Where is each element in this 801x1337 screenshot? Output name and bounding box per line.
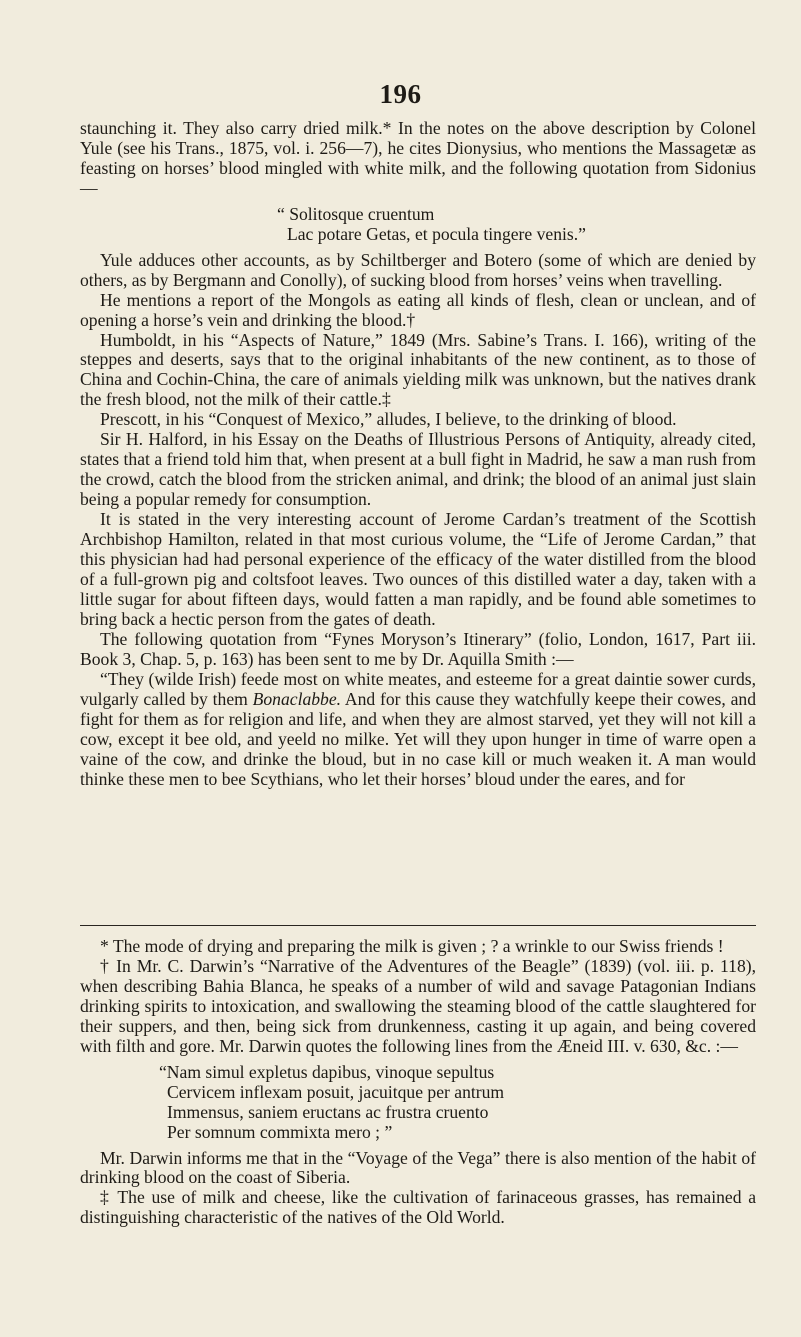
italic-term: Bonaclabbe. (252, 688, 342, 709)
verse-line: “ Solitosque cruentum (277, 203, 435, 224)
footnote-dagger-continued: Mr. Darwin informs me that in the “Voyage of the Vega” there is also mention of the habit of drinking blood on the coast of Siberia. (80, 1147, 756, 1188)
verse-line: Lac potare Getas, et pocula tingere venis.” (287, 223, 586, 244)
paragraph: Humboldt, in his “Aspects of Nature,” 1849 (Mrs. Sabine’s Trans. I. 166), writing of the steppes and deserts, says that to the original inhabitants of the new continent, as to those of China and Cochin-China, the care of animals yielding milk was unknown, but the natives drank the fresh blood, not the milk of their cattle.‡ (80, 329, 756, 410)
paragraph: He mentions a report of the Mongols as eating all kinds of flesh, clean or unclean, and of opening a horse’s vein and drinking the blood.† (80, 289, 756, 330)
footnote-dagger: † In Mr. C. Darwin’s “Narrative of the Adventures of the Beagle” (1839) (vol. iii. p. 118), when describing Bahia Blanca, he speaks of a number of wild and savage Patagonian Indians drinking spirits to intoxication, and swallowing the steaming blood of the cattle slaughtered for their suppers, and then, being sick from drunkenness, casting it up again, and being covered with filth and gore. Mr. Darwin quotes the following lines from the Æneid III. v. 630, &c. :— (80, 955, 756, 1056)
quote-text: “They (wilde Irish) feede most on white meates, and esteeme for a great daintie sower curds, vulgarly called by them (80, 668, 756, 709)
footnote-divider (80, 925, 756, 926)
footnotes (80, 937, 756, 1228)
moryson-quotation (80, 670, 756, 790)
verse-quote-aeneid (80, 1063, 756, 1143)
footnote-star: * The mode of drying and preparing the milk is given ; ? a wrinkle to our Swiss friends ! (100, 936, 724, 956)
quote-text: And for this cause they watchfully keepe their cowes, and fight for them as for religion and life, and when they are almost starved, yet they will not kill a cow, except it bee old, and yeeld no milke. Yet will they upon hunger in time of warre open a vaine of the cow, and drinke the bloud, but in no case kill or much weaken it. A man would thinke these men to bee Scythians, who let their horses’ bloud under the eares, and for (80, 688, 756, 789)
paragraph: The following quotation from “Fynes Moryson’s Itinerary” (folio, London, 1617, Part iii. Book 3, Chap. 5, p. 163) has been sent to me by Dr. Aquilla Smith :— (80, 628, 756, 669)
verse-quote-sidonius (80, 205, 756, 245)
verse-line: Immensus, saniem eructans ac frustra cruento (167, 1101, 489, 1122)
verse-line: Per somnum commixta mero ; ” (167, 1121, 393, 1142)
footnote-double-dagger: ‡ The use of milk and cheese, like the cultivation of farinaceous grasses, has remained a distinguishing characteristic of the natives of the Old World. (80, 1187, 756, 1228)
paragraph: Sir H. Halford, in his Essay on the Deaths of Illustrious Persons of Antiquity, already cited, states that a friend told him that, when present at a bull fight in Madrid, he saw a man rush from the crowd, catch the blood from the stricken animal, and drink; the blood of an animal just slain being a popular remedy for consumption. (80, 429, 756, 510)
paragraph: Prescott, in his “Conquest of Mexico,” alludes, I believe, to the drinking of blood. (100, 409, 677, 430)
page-number: 196 (379, 79, 422, 109)
paragraph: It is stated in the very interesting account of Jerome Cardan’s treatment of the Scottish Archbishop Hamilton, related in that most curious volume, the “Life of Jerome Cardan,” that this physician had had personal experience of the efficacy of the water distilled from the blood of a full-grown pig and coltsfoot leaves. Two ounces of this distilled water a day, taken with a little sugar for about fifteen days, would fatten a man rapidly, and be found able sometimes to bring back a hectic person from the gates of death. (80, 509, 756, 629)
verse-line: Cervicem inflexam posuit, jacuitque per antrum (167, 1081, 505, 1102)
verse-line: “Nam simul expletus dapibus, vinoque sepultus (159, 1061, 495, 1082)
paragraph: staunching it. They also carry dried milk.* In the notes on the above description by Colonel Yule (see his Trans., 1875, vol. i. 256—7), he cites Dionysius, who mentions the Massagetæ as feasting on horses’ blood mingled with white milk, and the following quotation from Sidonius— (80, 118, 756, 198)
main-text (80, 119, 756, 789)
paragraph: Yule adduces other accounts, as by Schiltberger and Botero (some of which are denied by others, as by Bergmann and Conolly), of sucking blood from horses’ veins when travelling. (80, 249, 756, 290)
